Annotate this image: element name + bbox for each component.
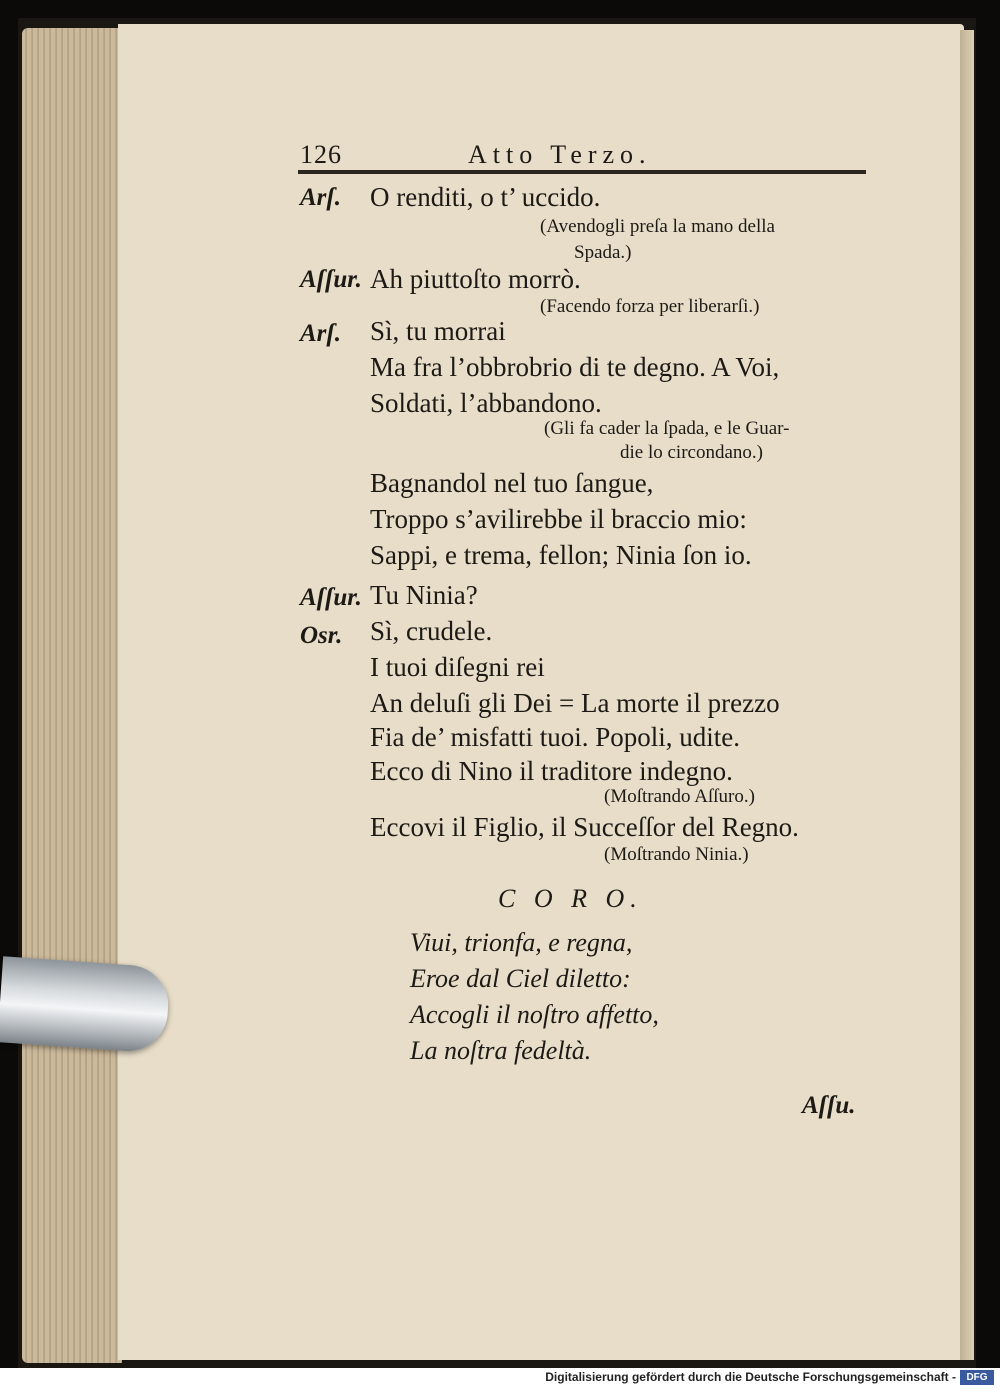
catchword: Aſſu. bbox=[802, 1092, 856, 1119]
stage-direction: (Moſtrando Aſſuro.) bbox=[604, 786, 755, 807]
stage-direction: (Moſtrando Ninia.) bbox=[604, 844, 749, 865]
verse-line: Soldati, l’abbandono. bbox=[370, 388, 602, 418]
verse-line: Sappi, e trema, fellon; Ninia ſon io. bbox=[370, 540, 752, 570]
verse-line: Fia de’ misfatti tuoi. Popoli, udite. bbox=[370, 722, 740, 752]
verse-line: An deluſi gli Dei = La morte il prezzo bbox=[370, 688, 780, 718]
coro-verse: Eroe dal Ciel diletto: bbox=[410, 964, 631, 993]
verse-line: Ah piuttoſto morrò. bbox=[370, 264, 581, 294]
verse-line: Ma fra l’obbrobrio di te degno. A Voi, bbox=[370, 352, 780, 382]
header-rule bbox=[298, 170, 866, 174]
speaker-label: Aſſur. bbox=[300, 584, 362, 611]
speaker-label: Arſ. bbox=[300, 320, 341, 347]
stage-direction: (Facendo forza per liberarſi.) bbox=[540, 296, 760, 317]
stage-direction: Spada.) bbox=[574, 242, 632, 263]
verse-line: O renditi, o t’ uccido. bbox=[370, 182, 601, 212]
verse-line: Sì, tu morrai bbox=[370, 316, 506, 346]
page-number: 126 bbox=[300, 140, 342, 169]
footer-bar bbox=[0, 1368, 1000, 1389]
verse-line: I tuoi diſegni rei bbox=[370, 652, 545, 682]
funding-credit: Digitalisierung gefördert durch die Deutsche Forschungsgemeinschaft - bbox=[545, 1370, 956, 1384]
coro-heading: C O R O. bbox=[498, 884, 643, 913]
speaker-label: Osr. bbox=[300, 622, 343, 649]
coro-verse: La noſtra fedeltà. bbox=[410, 1036, 592, 1065]
verse-line: Tu Ninia? bbox=[370, 580, 478, 610]
coro-verse: Viui, trionfa, e regna, bbox=[410, 928, 633, 957]
page-right-edge bbox=[960, 30, 974, 1360]
metal-bookmark-clip bbox=[0, 956, 171, 1054]
speaker-label: Aſſur. bbox=[300, 266, 362, 293]
running-title: Atto Terzo. bbox=[468, 140, 652, 169]
page-edges bbox=[22, 28, 122, 1363]
verse-line: Troppo s’avilirebbe il braccio mio: bbox=[370, 504, 747, 534]
verse-line: Ecco di Nino il traditore indegno. bbox=[370, 756, 733, 786]
dfg-logo-icon: DFG bbox=[960, 1370, 994, 1385]
speaker-label: Arſ. bbox=[300, 184, 341, 211]
stage-direction: die lo circondano.) bbox=[620, 442, 763, 463]
coro-verse: Accogli il noſtro affetto, bbox=[410, 1000, 659, 1029]
stage-direction: (Avendogli preſa la mano della bbox=[540, 216, 775, 237]
verse-line: Sì, crudele. bbox=[370, 616, 493, 646]
verse-line: Bagnandol nel tuo ſangue, bbox=[370, 468, 654, 498]
stage-direction: (Gli fa cader la ſpada, e le Guar- bbox=[544, 418, 790, 439]
verse-line: Eccovi il Figlio, il Succeſſor del Regno. bbox=[370, 812, 799, 842]
